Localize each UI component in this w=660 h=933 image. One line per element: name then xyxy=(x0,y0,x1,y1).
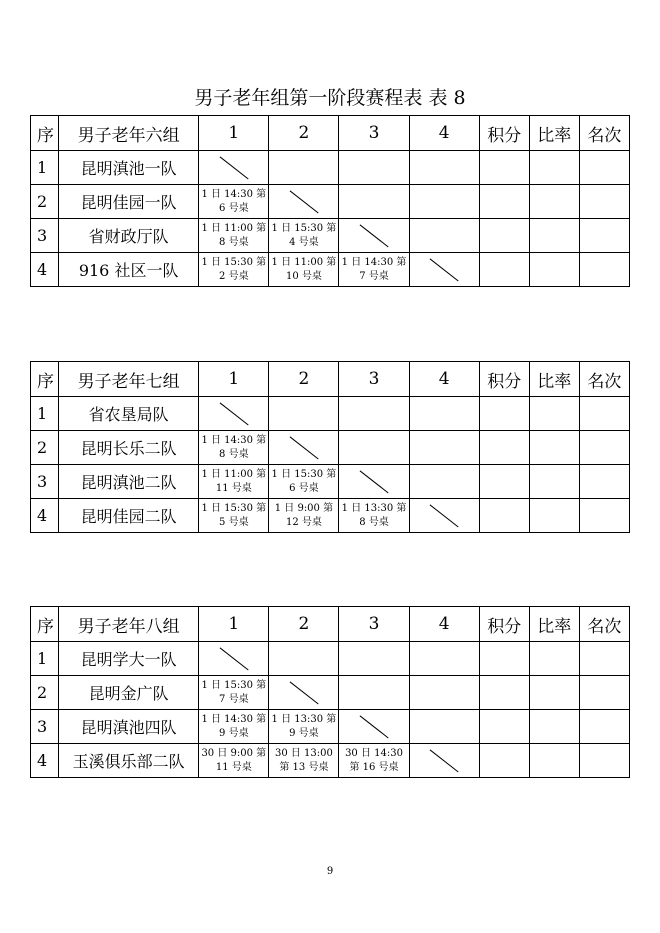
points-cell xyxy=(479,185,529,219)
points-cell xyxy=(479,499,529,533)
table-row xyxy=(31,642,630,676)
header-col-1: 1 xyxy=(199,362,269,397)
match-cell xyxy=(269,642,339,676)
match-cell xyxy=(199,642,269,676)
ratio-cell xyxy=(529,676,579,710)
header-col-1: 1 xyxy=(199,607,269,642)
rank-cell xyxy=(579,744,629,778)
match-table: 4 号桌 xyxy=(289,236,319,248)
ratio-cell xyxy=(529,744,579,778)
rank-cell xyxy=(579,676,629,710)
match-cell xyxy=(339,642,409,676)
diagonal-slash-mark xyxy=(269,676,338,709)
team-name: 昆明学大一队 xyxy=(59,642,199,676)
match-cell xyxy=(339,744,409,778)
header-seq: 序 xyxy=(31,607,59,642)
match-time: 1 日 13:30 第 xyxy=(341,502,407,514)
match-cell xyxy=(199,397,269,431)
rank-cell xyxy=(579,710,629,744)
row-seq: 4 xyxy=(31,744,59,778)
schedule-table-group-7 xyxy=(30,361,630,533)
table-row xyxy=(31,253,630,287)
rank-cell xyxy=(579,397,629,431)
rank-cell xyxy=(579,151,629,185)
header-ratio: 比率 xyxy=(529,362,579,397)
row-seq: 3 xyxy=(31,219,59,253)
group-name: 男子老年七组 xyxy=(59,362,199,397)
match-cell xyxy=(339,151,409,185)
match-time: 30 日 14:30 xyxy=(345,747,403,759)
ratio-cell xyxy=(529,185,579,219)
table-row xyxy=(31,397,630,431)
diagonal-slash-mark xyxy=(410,744,479,777)
team-name: 昆明滇池一队 xyxy=(59,151,199,185)
match-table: 第 16 号桌 xyxy=(349,761,399,773)
schedule-table-group-6 xyxy=(30,115,630,287)
table-row xyxy=(31,676,630,710)
match-cell xyxy=(339,499,409,533)
header-col-2: 2 xyxy=(269,607,339,642)
match-table: 8 号桌 xyxy=(219,448,249,460)
ratio-cell xyxy=(529,710,579,744)
match-cell xyxy=(409,710,479,744)
points-cell xyxy=(479,710,529,744)
match-cell xyxy=(409,642,479,676)
header-col-4: 4 xyxy=(409,362,479,397)
match-cell xyxy=(339,397,409,431)
match-cell xyxy=(199,219,269,253)
diagonal-slash-mark xyxy=(410,499,479,532)
match-cell xyxy=(339,431,409,465)
match-cell xyxy=(339,710,409,744)
header-ratio: 比率 xyxy=(529,607,579,642)
match-table: 5 号桌 xyxy=(219,516,249,528)
match-cell xyxy=(269,253,339,287)
team-name: 昆明佳园二队 xyxy=(59,499,199,533)
points-cell xyxy=(479,151,529,185)
match-table: 11 号桌 xyxy=(215,761,252,773)
rank-cell xyxy=(579,219,629,253)
diagonal-slash-mark xyxy=(199,397,268,430)
match-time: 30 日 9:00 第 xyxy=(201,747,267,759)
match-cell xyxy=(199,185,269,219)
team-name: 玉溪俱乐部二队 xyxy=(59,744,199,778)
match-table: 6 号桌 xyxy=(289,482,319,494)
match-cell xyxy=(199,431,269,465)
table-row xyxy=(31,465,630,499)
row-seq: 3 xyxy=(31,710,59,744)
header-points: 积分 xyxy=(479,116,529,151)
header-col-1: 1 xyxy=(199,116,269,151)
header-col-2: 2 xyxy=(269,362,339,397)
points-cell xyxy=(479,642,529,676)
header-rank: 名次 xyxy=(579,607,629,642)
team-name: 昆明滇池二队 xyxy=(59,465,199,499)
diagonal-slash-mark xyxy=(269,185,338,218)
match-table: 第 13 号桌 xyxy=(279,761,329,773)
match-cell xyxy=(409,253,479,287)
ratio-cell xyxy=(529,151,579,185)
header-col-4: 4 xyxy=(409,607,479,642)
points-cell xyxy=(479,397,529,431)
team-name: 省财政厅队 xyxy=(59,219,199,253)
match-cell xyxy=(199,499,269,533)
row-seq: 2 xyxy=(31,431,59,465)
match-cell xyxy=(409,465,479,499)
match-cell xyxy=(409,431,479,465)
match-cell xyxy=(269,185,339,219)
rank-cell xyxy=(579,253,629,287)
match-cell xyxy=(199,465,269,499)
match-cell xyxy=(269,465,339,499)
match-table: 2 号桌 xyxy=(219,270,249,282)
diagonal-slash-mark xyxy=(269,431,338,464)
match-table: 9 号桌 xyxy=(289,727,319,739)
group-name: 男子老年八组 xyxy=(59,607,199,642)
ratio-cell xyxy=(529,465,579,499)
diagonal-slash-mark xyxy=(339,465,408,498)
match-cell xyxy=(409,676,479,710)
match-cell xyxy=(269,499,339,533)
points-cell xyxy=(479,431,529,465)
diagonal-slash-mark xyxy=(199,151,268,184)
match-cell xyxy=(199,676,269,710)
row-seq: 1 xyxy=(31,642,59,676)
table-header-row xyxy=(31,607,630,642)
table-row xyxy=(31,744,630,778)
match-cell xyxy=(409,185,479,219)
match-time: 1 日 9:00 第 xyxy=(274,502,334,514)
table-header-row xyxy=(31,116,630,151)
header-col-3: 3 xyxy=(339,607,409,642)
rank-cell xyxy=(579,431,629,465)
match-cell xyxy=(339,185,409,219)
team-name: 昆明长乐二队 xyxy=(59,431,199,465)
match-cell xyxy=(269,397,339,431)
points-cell xyxy=(479,676,529,710)
ratio-cell xyxy=(529,431,579,465)
row-seq: 2 xyxy=(31,676,59,710)
header-rank: 名次 xyxy=(579,116,629,151)
match-cell xyxy=(339,253,409,287)
match-cell xyxy=(269,151,339,185)
schedule-table-group-8 xyxy=(30,606,630,778)
match-time: 1 日 14:30 第 xyxy=(201,713,267,725)
match-cell xyxy=(409,397,479,431)
match-time: 1 日 11:00 第 xyxy=(201,468,267,480)
points-cell xyxy=(479,465,529,499)
ratio-cell xyxy=(529,397,579,431)
match-time: 1 日 13:30 第 xyxy=(271,713,337,725)
match-cell xyxy=(199,744,269,778)
diagonal-slash-mark xyxy=(339,710,408,743)
diagonal-slash-mark xyxy=(339,219,408,252)
match-table: 7 号桌 xyxy=(359,270,389,282)
match-cell xyxy=(269,744,339,778)
match-time: 1 日 15:30 第 xyxy=(271,468,337,480)
rank-cell xyxy=(579,642,629,676)
match-table: 11 号桌 xyxy=(215,482,252,494)
team-name: 昆明滇池四队 xyxy=(59,710,199,744)
match-table: 8 号桌 xyxy=(219,236,249,248)
header-col-2: 2 xyxy=(269,116,339,151)
table-row xyxy=(31,219,630,253)
match-cell xyxy=(339,219,409,253)
match-cell xyxy=(269,431,339,465)
match-cell xyxy=(269,676,339,710)
match-cell xyxy=(339,465,409,499)
header-rank: 名次 xyxy=(579,362,629,397)
match-table: 9 号桌 xyxy=(219,727,249,739)
match-time: 1 日 15:30 第 xyxy=(271,222,337,234)
ratio-cell xyxy=(529,253,579,287)
match-time: 1 日 15:30 第 xyxy=(201,679,267,691)
match-time: 30 日 13:00 xyxy=(274,747,333,759)
page-number: 9 xyxy=(326,866,334,877)
match-time: 1 日 15:30 第 xyxy=(201,502,267,514)
match-cell xyxy=(409,499,479,533)
diagonal-slash-mark xyxy=(410,253,479,286)
match-time: 1 日 14:30 第 xyxy=(341,256,407,268)
table-row xyxy=(31,710,630,744)
points-cell xyxy=(479,744,529,778)
match-table: 12 号桌 xyxy=(285,516,322,528)
team-name: 916 社区一队 xyxy=(59,253,199,287)
group-name: 男子老年六组 xyxy=(59,116,199,151)
table-row xyxy=(31,151,630,185)
header-seq: 序 xyxy=(31,116,59,151)
page-title: 男子老年组第一阶段赛程表 表 8 xyxy=(194,87,466,109)
header-col-3: 3 xyxy=(339,116,409,151)
match-cell xyxy=(339,676,409,710)
match-time: 1 日 14:30 第 xyxy=(201,434,267,446)
team-name: 昆明金广队 xyxy=(59,676,199,710)
header-col-4: 4 xyxy=(409,116,479,151)
table-row xyxy=(31,431,630,465)
header-col-3: 3 xyxy=(339,362,409,397)
table-row xyxy=(31,499,630,533)
points-cell xyxy=(479,253,529,287)
match-table: 10 号桌 xyxy=(285,270,322,282)
row-seq: 4 xyxy=(31,499,59,533)
header-ratio: 比率 xyxy=(529,116,579,151)
table-header-row xyxy=(31,362,630,397)
match-table: 8 号桌 xyxy=(359,516,389,528)
rank-cell xyxy=(579,499,629,533)
match-cell xyxy=(199,151,269,185)
match-cell xyxy=(409,219,479,253)
ratio-cell xyxy=(529,499,579,533)
match-cell xyxy=(269,219,339,253)
row-seq: 4 xyxy=(31,253,59,287)
rank-cell xyxy=(579,465,629,499)
match-cell xyxy=(269,710,339,744)
team-name: 省农垦局队 xyxy=(59,397,199,431)
match-time: 1 日 11:00 第 xyxy=(271,256,337,268)
ratio-cell xyxy=(529,642,579,676)
match-time: 1 日 14:30 第 xyxy=(201,188,267,200)
match-cell xyxy=(199,710,269,744)
diagonal-slash-mark xyxy=(199,642,268,675)
match-cell xyxy=(199,253,269,287)
row-seq: 1 xyxy=(31,151,59,185)
match-time: 1 日 15:30 第 xyxy=(201,256,267,268)
header-points: 积分 xyxy=(479,362,529,397)
match-cell xyxy=(409,151,479,185)
ratio-cell xyxy=(529,219,579,253)
match-cell xyxy=(409,744,479,778)
match-time: 1 日 11:00 第 xyxy=(201,222,267,234)
rank-cell xyxy=(579,185,629,219)
table-row xyxy=(31,185,630,219)
team-name: 昆明佳园一队 xyxy=(59,185,199,219)
match-table: 6 号桌 xyxy=(219,202,249,214)
header-seq: 序 xyxy=(31,362,59,397)
points-cell xyxy=(479,219,529,253)
row-seq: 1 xyxy=(31,397,59,431)
row-seq: 3 xyxy=(31,465,59,499)
match-table: 7 号桌 xyxy=(219,693,249,705)
header-points: 积分 xyxy=(479,607,529,642)
row-seq: 2 xyxy=(31,185,59,219)
